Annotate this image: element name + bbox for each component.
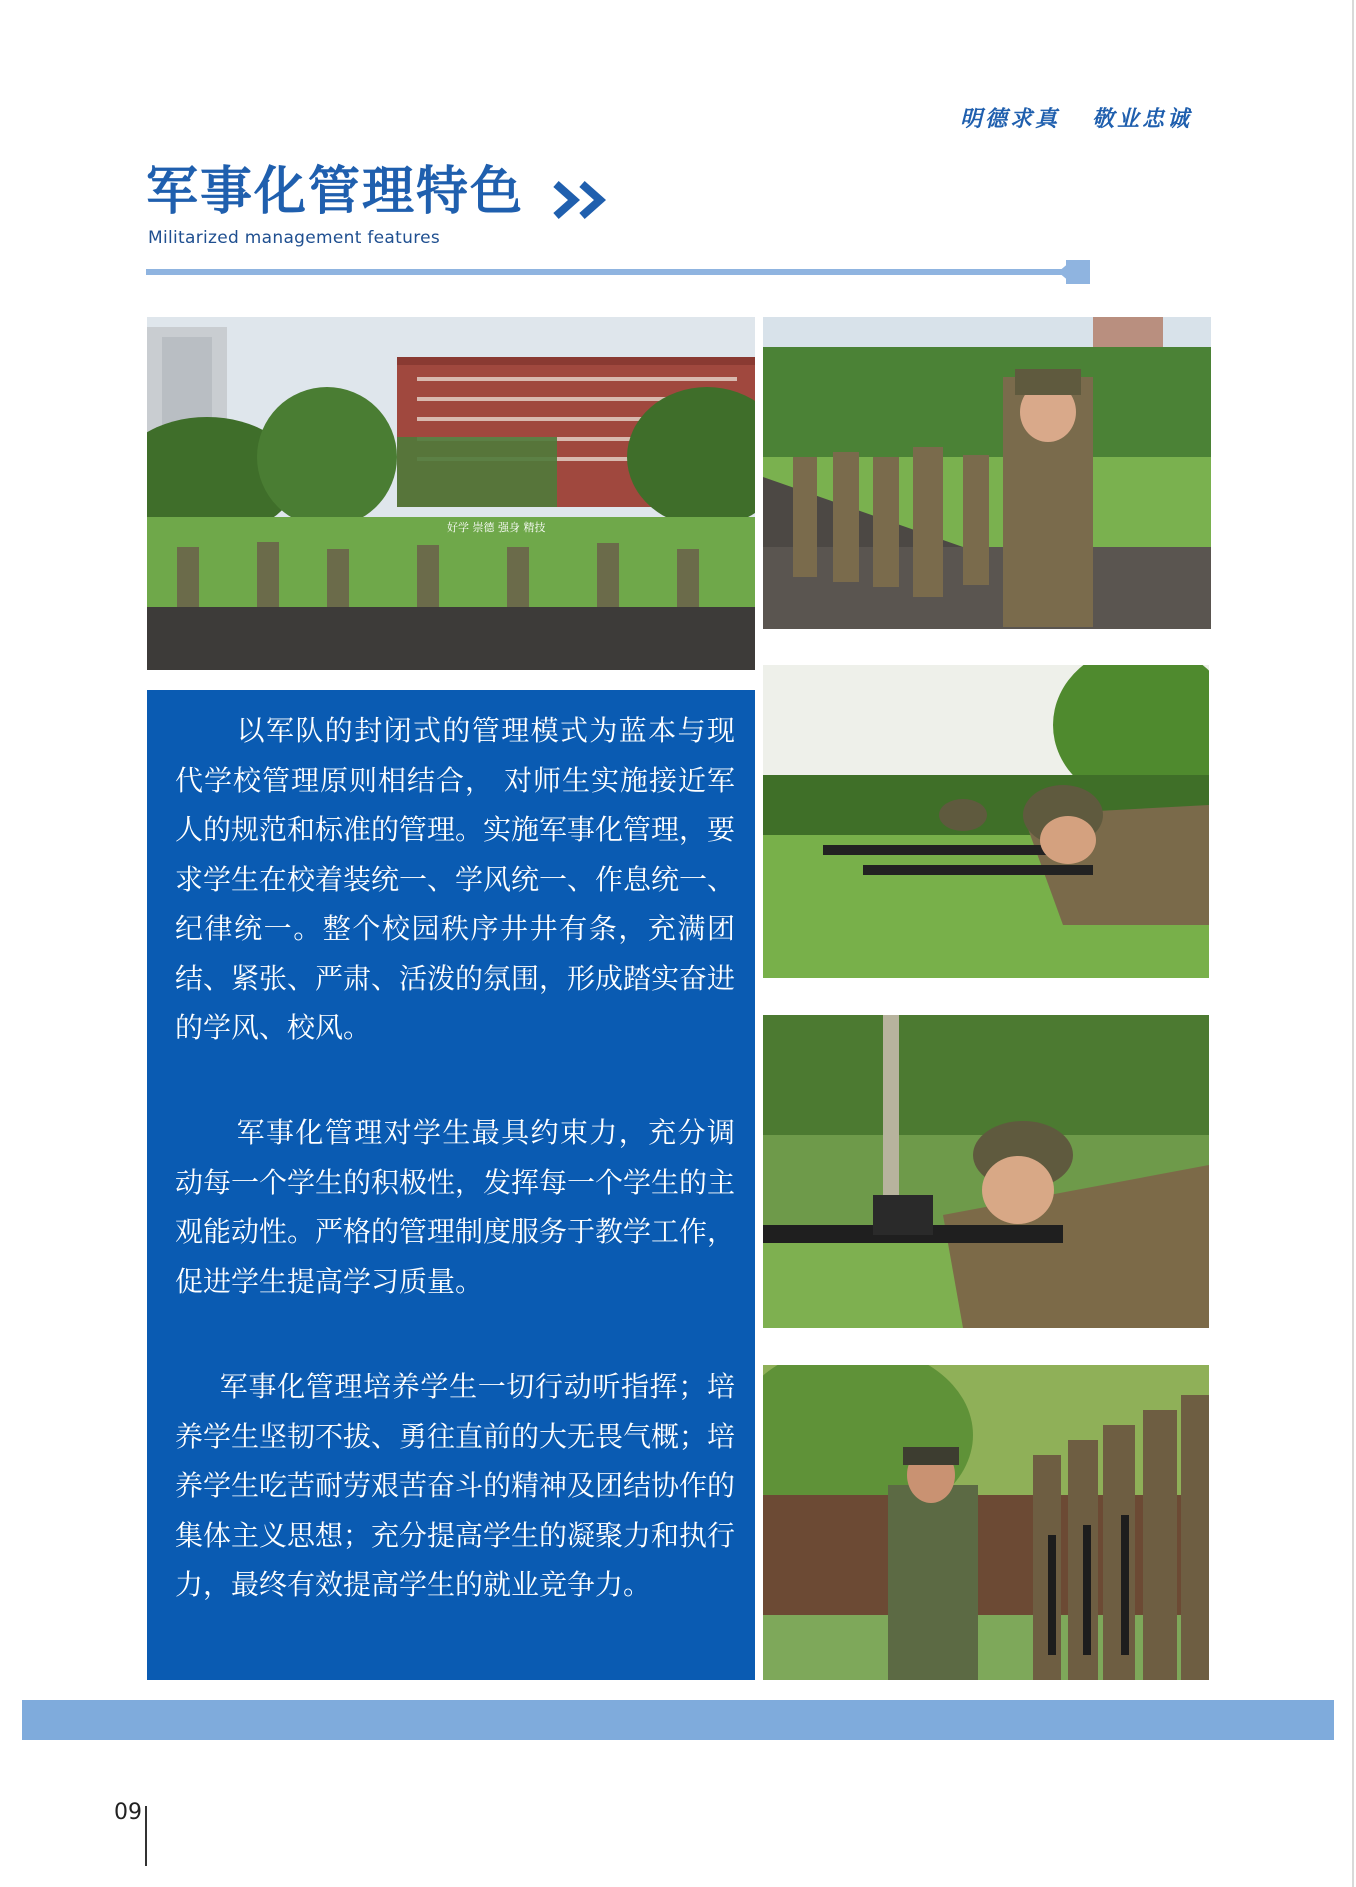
page-number-divider [145,1806,147,1866]
campus-sign-text: 好学 崇德 强身 精技 [447,521,546,534]
page-subtitle: Militarized management features [148,228,441,248]
paragraph-cultivation: 军事化管理培养学生一切行动听指挥；培养学生坚韧不拔、勇往直前的大无畏气概；培养学生吃苦耐劳艰苦奋斗的精神及团结协作的集体主义思想；充分提高学生的凝聚力和执行力，最终有效提高学生的就业竞争力。 [175,1370,736,1601]
title-divider [146,260,1090,284]
page-number: 09 [114,1800,142,1825]
school-motto: 明德求真 敬业忠诚 [960,106,1192,132]
prone-rifle-closeup-photo [763,1015,1209,1328]
page-title: 军事化管理特色 [146,161,525,222]
paragraph-discipline: 军事化管理对学生最具约束力，充分调动每一个学生的积极性，发挥每一个学生的主观能动性。严格的管理制度服务于教学工作，促进学生提高学习质量。 [175,1116,736,1298]
page-edge-line [1352,0,1354,1887]
paragraph-closed-management: 以军队的封闭式的管理模式为蓝本与现代学校管理原则相结合， 对师生实施接近军人的规范和标准的管理。实施军事化管理，要求学生在校着装统一、学风统一、作息统一、纪律统一。整个校园秩序井井有条，充满团结、紧张、严肃、活泼的氛围，形成踏实奋进的学风、校风。 [175,714,736,1044]
description-text-box [147,690,755,1680]
prone-rifle-line-photo [763,665,1209,978]
double-chevron-icon [552,180,614,220]
campus-drill-photo [147,317,755,670]
formation-drill-photo [763,317,1211,629]
footer-band [22,1700,1334,1740]
instructor-inspection-photo [763,1365,1209,1680]
